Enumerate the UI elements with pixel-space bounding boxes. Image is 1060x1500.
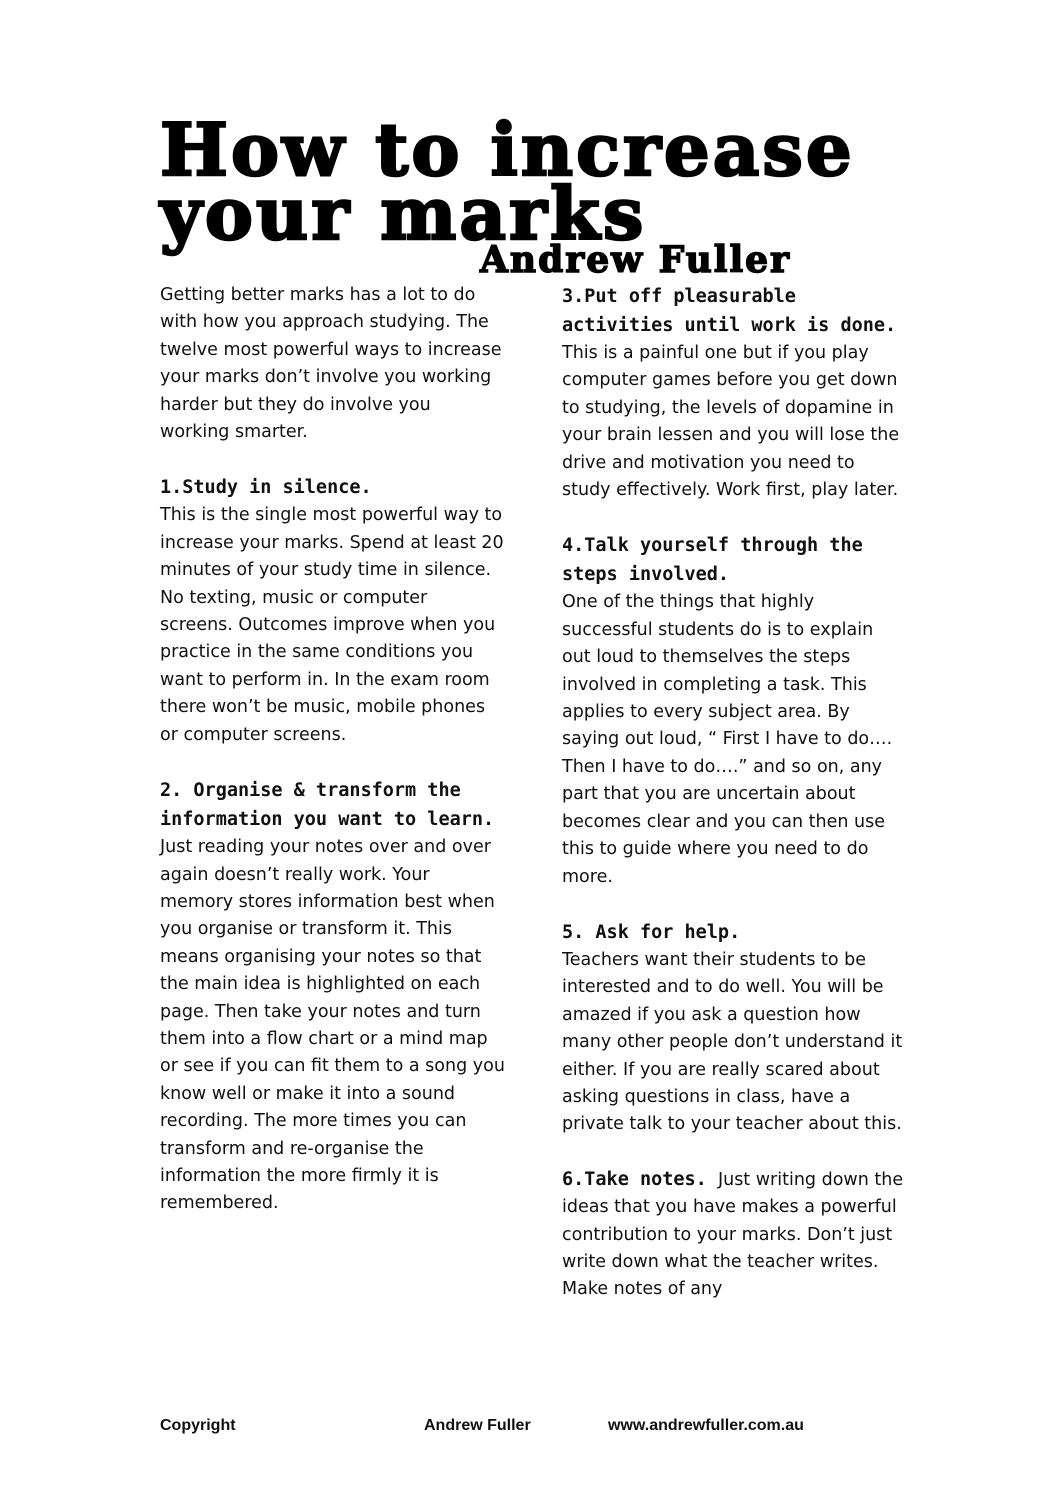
section-body: This is the single most powerful way to increase your marks. Spend at least 20 minutes of your study time in silence. No texting, music or computer screens. Outcomes improve when you practice in the same conditions you want to perform in. In the exam room there won’t be music, mobile phones or computer screens. — [160, 505, 504, 745]
section-body: Teachers want their students to be interested and to do well. You will be amazed if you ask a question how many other people don’t understand it either. If you are really scared about asking questions in class, have a private talk to your teacher about this. — [562, 949, 903, 1135]
section-heading: 3.Put off pleasurable activities until work is done. — [562, 286, 897, 336]
section-talk-yourself-through — [562, 531, 907, 890]
footer-copyright: Copyright — [160, 1417, 236, 1434]
right-column — [562, 282, 907, 1304]
section-heading: 5. Ask for help. — [562, 921, 741, 943]
footer-website: www.andrewfuller.com.au — [608, 1417, 804, 1434]
section-paragraph — [562, 1166, 907, 1304]
author-byline: Andrew Fuller — [480, 239, 791, 281]
section-heading: 4.Talk yourself through the steps involved. — [562, 535, 863, 586]
section-ask-for-help — [562, 918, 907, 1139]
section-take-notes — [562, 1166, 907, 1304]
footer-author: Andrew Fuller — [424, 1417, 531, 1434]
section-body: Just writing down the ideas that you have makes a powerful contribution to your marks. Don’t just write down what the teacher writes. Make notes of any — [562, 1169, 904, 1300]
page-footer — [0, 1415, 1060, 1437]
section-organise-transform — [160, 776, 505, 1218]
section-put-off-pleasurable — [562, 282, 907, 504]
section-heading: 6.Take notes. — [562, 1168, 707, 1190]
left-column — [160, 282, 505, 1218]
section-heading: 2. Organise & transform the information you want to learn. — [160, 780, 495, 831]
page-title: How to increase your marks — [160, 107, 855, 256]
section-body: Just reading your notes over and over again doesn’t really work. Your memory stores information best when you organise or transform it. This means organising your notes so that the main idea is highlighted on each page. Then take your notes and turn them into a flow chart or a mind map or see if you can fit them to a song you know well or make it into a sound recording. The more times you can transform and re-organise the information the more firmly it is remembered. — [160, 837, 505, 1214]
section-body: One of the things that highly successful students do is to explain out loud to themselves the steps involved in completing a task. This applies to every subject area. By saying out loud, “ First I have to do…. Then I have to do….” and so on, any part that you are uncertain about becomes clear and you can then use this to guide where you need to do more. — [562, 592, 893, 887]
section-heading: 1.Study in silence. — [160, 477, 372, 499]
intro-paragraph: Getting better marks has a lot to do with how you approach studying. The twelve most powerful ways to increase your marks don’t involve you working harder but they do involve you working smarter. — [160, 285, 502, 443]
section-body: This is a painful one but if you play computer games before you get down to studying, the levels of dopamine in your brain lessen and you will lose the drive and motivation you need to study effectively. Work first, play later. — [562, 343, 900, 501]
section-study-in-silence — [160, 473, 505, 749]
